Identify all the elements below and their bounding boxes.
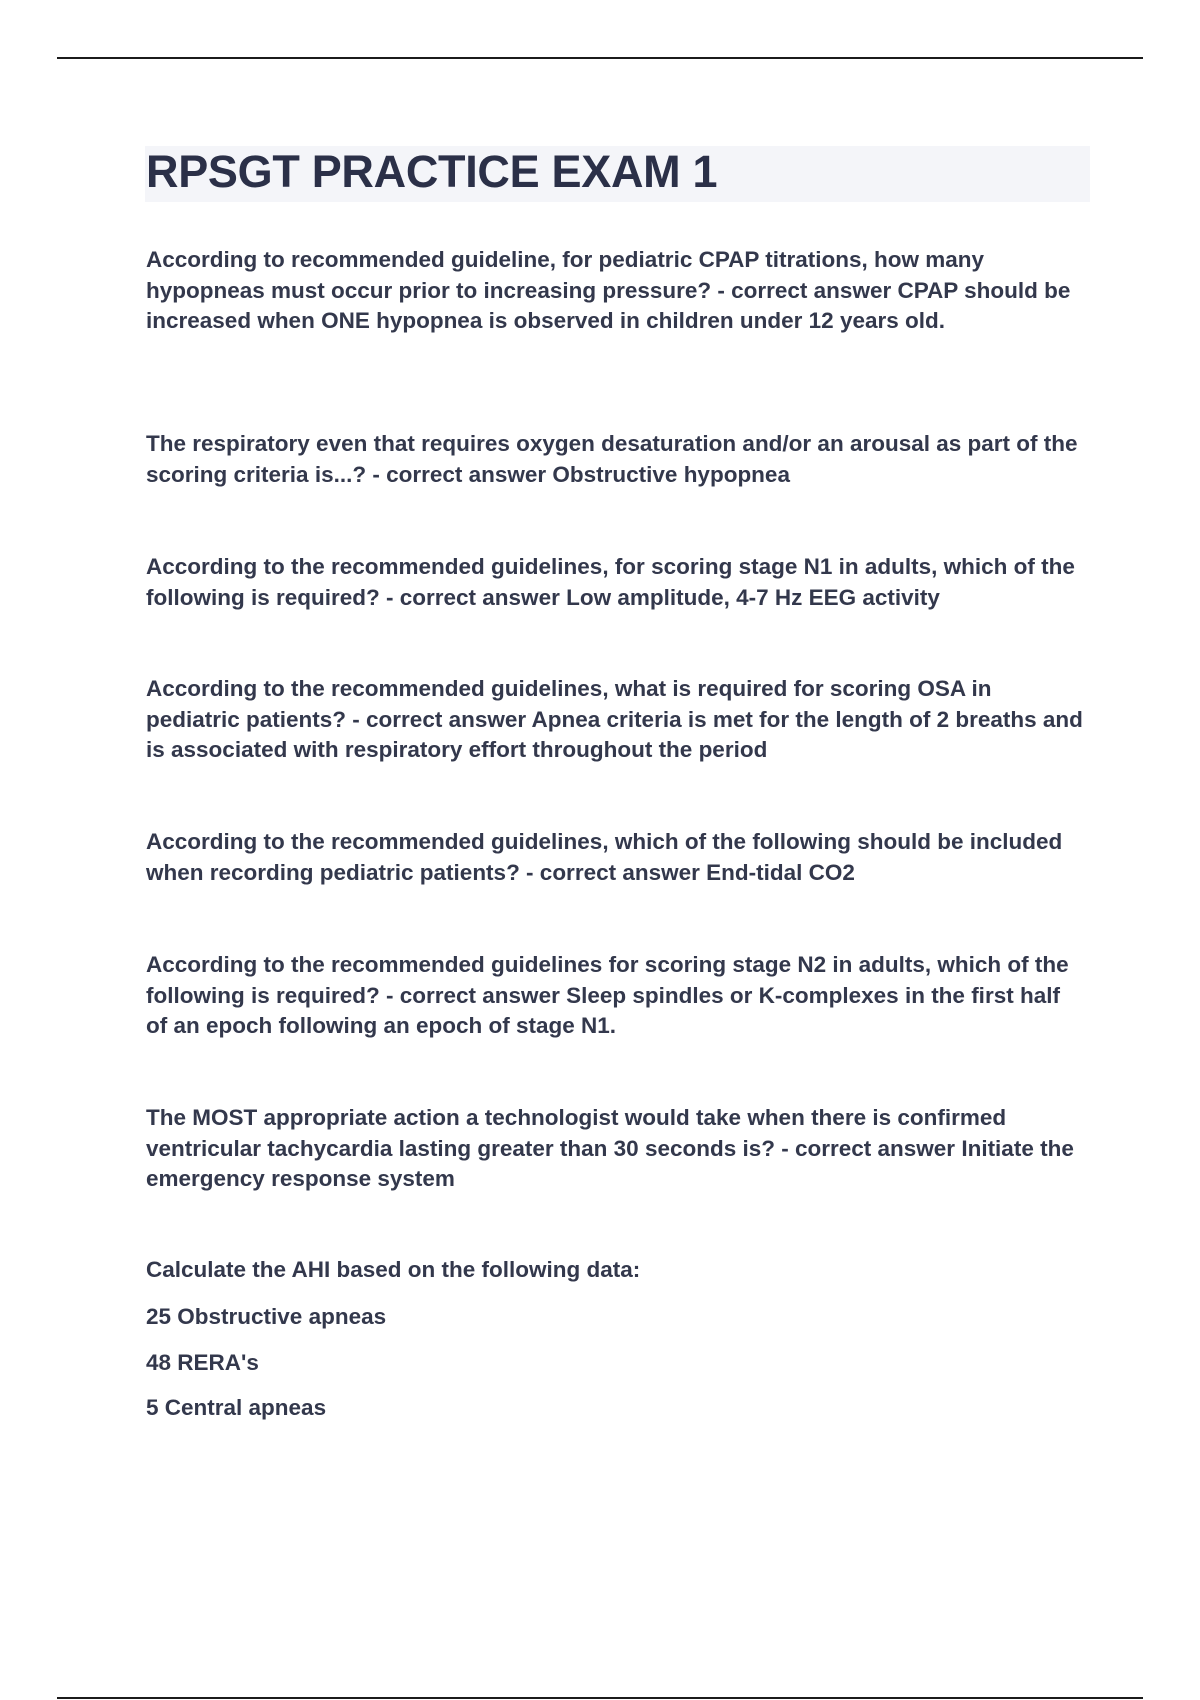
calc-question: Calculate the AHI based on the following data: <box>146 1257 641 1282</box>
calc-data-item: 25 Obstructive apneas <box>146 1304 387 1329</box>
question-3: According to the recommended guidelines, for scoring stage N1 in adults, which of the following is required? - correct answer Low amplitude, 4-7 Hz EEG activity <box>146 554 1075 610</box>
bottom-rule <box>57 1697 1143 1699</box>
question-2: The respiratory even that requires oxygen desaturation and/or an arousal as part of the scoring criteria is...? - correct answer Obstructive hypopnea <box>146 431 1078 487</box>
calc-data-item: 5 Central apneas <box>146 1395 327 1420</box>
page-title: RPSGT PRACTICE EXAM 1 <box>146 146 718 197</box>
question-5: According to the recommended guidelines, which of the following should be included when recording pediatric patients? - correct answer End-tidal CO2 <box>146 829 1063 885</box>
question-6: According to the recommended guidelines for scoring stage N2 in adults, which of the following is required? - correct answer Sleep spindles or K-complexes in the first half of an epoch following an epoch of stage N1. <box>146 952 1069 1038</box>
question-1: According to recommended guideline, for pediatric CPAP titrations, how many hypopneas must occur prior to increasing pressure? - correct answer CPAP should be increased when ONE hypopnea is observed in children under 12 years old. <box>146 247 1071 333</box>
calc-data-item: 48 RERA's <box>146 1350 259 1375</box>
top-rule <box>57 57 1143 59</box>
question-4: According to the recommended guidelines, what is required for scoring OSA in pediatric patients? - correct answer Apnea criteria is met for the length of 2 breaths and is associated with respiratory effort throughout the period <box>146 676 1083 762</box>
question-7: The MOST appropriate action a technologist would take when there is confirmed ventricular tachycardia lasting greater than 30 seconds is? - correct answer Initiate the emergency response system <box>146 1105 1074 1191</box>
